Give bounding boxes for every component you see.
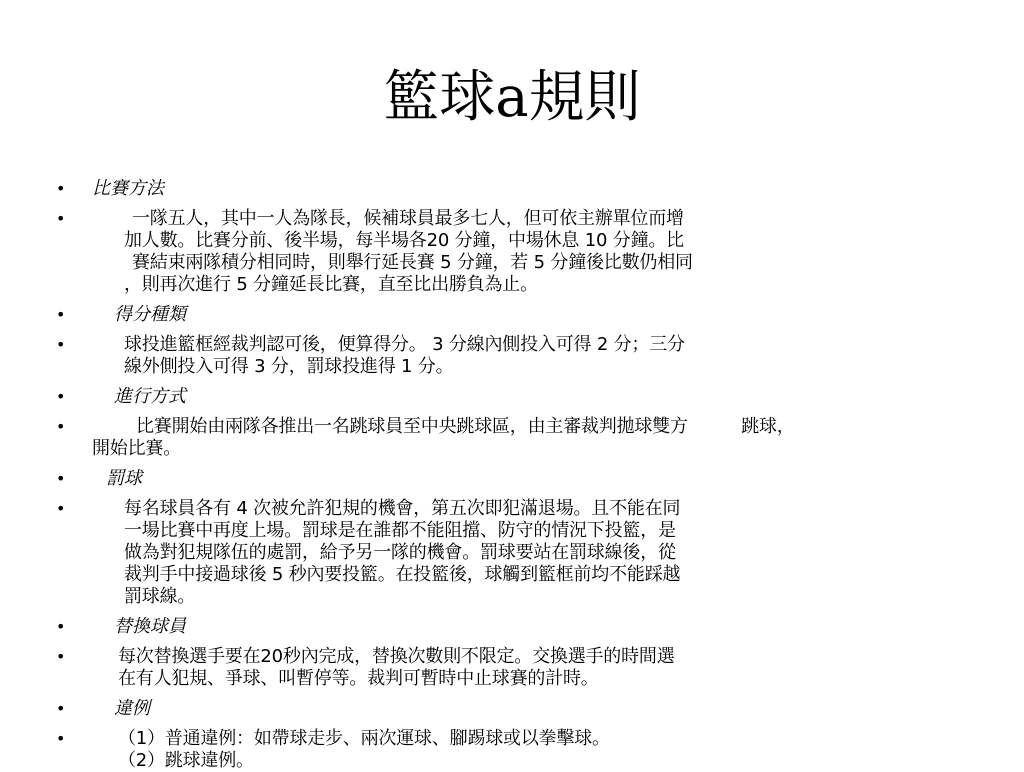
body-line: 比賽開始由兩隊各推出一名跳球員至中央跳球區，由主審裁判拋球雙方 跳球， — [136, 416, 795, 437]
body-line: 罰球線。 — [124, 586, 196, 607]
section-heading-item — [0, 468, 1024, 498]
body-line: （1）普通違例：如帶球走步、兩次運球、腳踢球或以拳擊球。 — [118, 728, 610, 749]
bullet-icon: • — [56, 647, 66, 666]
section-body-item — [0, 334, 1024, 378]
bullet-icon: • — [56, 387, 66, 406]
section-body-item — [0, 416, 1024, 460]
section-body — [0, 498, 1024, 608]
bullet-icon: • — [56, 499, 66, 518]
body-line: 做為對犯規隊伍的處罰，給予另一隊的機會。罰球要站在罰球線後，從 — [124, 542, 676, 563]
section-heading: 比賽方法 — [92, 178, 164, 199]
section-heading: 得分種類 — [114, 304, 186, 325]
bullet-icon: • — [56, 209, 66, 228]
body-line: ，則再次進行 5 分鐘延長比賽，直至比出勝負為止。 — [124, 274, 538, 295]
section-body-item — [0, 728, 1024, 772]
section-heading-item — [0, 304, 1024, 334]
section-body-item — [0, 498, 1024, 608]
section-body — [0, 646, 1024, 690]
bullet-icon: • — [56, 417, 66, 436]
rules-list — [0, 178, 1024, 772]
body-line: 開始比賽。 — [92, 438, 181, 459]
body-line: 每名球員各有 4 次被允許犯規的機會，第五次即犯滿退場。且不能在同 — [124, 498, 681, 519]
body-line: 線外側投入可得 3 分，罰球投進得 1 分。 — [124, 356, 454, 377]
bullet-icon: • — [56, 729, 66, 748]
body-line: 一隊五人，其中一人為隊長，候補球員最多七人，但可依主辦單位而增 — [132, 208, 684, 229]
section-body — [0, 416, 1024, 460]
section-body — [0, 728, 1024, 772]
section-heading: 進行方式 — [114, 386, 186, 407]
section-heading: 違例 — [114, 698, 150, 719]
body-line: 賽結束兩隊積分相同時，則舉行延長賽 5 分鐘，若 5 分鐘後比數仍相同 — [132, 252, 693, 273]
body-line: 裁判手中接過球後 5 秒內要投籃。在投籃後，球觸到籃框前均不能踩越 — [124, 564, 681, 585]
section-heading: 替換球員 — [114, 616, 186, 637]
section-heading: 罰球 — [106, 468, 142, 489]
body-line: 在有人犯規、爭球、叫暫停等。裁判可暫時中止球賽的計時。 — [118, 668, 599, 689]
section-body — [0, 334, 1024, 378]
body-line: 球投進籃框經裁判認可後，便算得分。 3 分線內側投入可得 2 分；三分 — [124, 334, 685, 355]
section-heading-item — [0, 178, 1024, 208]
body-line: 一場比賽中再度上場。罰球是在誰都不能阻擋、防守的情況下投籃，是 — [124, 520, 676, 541]
bullet-icon: • — [56, 469, 66, 488]
section-body-item — [0, 208, 1024, 296]
bullet-icon: • — [56, 699, 66, 718]
body-line: 加人數。比賽分前、後半場，每半場各20 分鐘，中場休息 10 分鐘。比 — [124, 230, 684, 251]
body-line: 每次替換選手要在20秒內完成，替換次數則不限定。交換選手的時間選 — [118, 646, 675, 667]
section-heading-item — [0, 616, 1024, 646]
bullet-icon: • — [56, 305, 66, 324]
body-line: （2）跳球違例。 — [118, 750, 254, 771]
bullet-icon: • — [56, 179, 66, 198]
section-body — [0, 208, 1024, 296]
section-heading-item — [0, 386, 1024, 416]
bullet-icon: • — [56, 335, 66, 354]
slide-title: 籃球a規則 — [383, 65, 641, 130]
section-heading-item — [0, 698, 1024, 728]
section-body-item — [0, 646, 1024, 690]
bullet-icon: • — [56, 617, 66, 636]
